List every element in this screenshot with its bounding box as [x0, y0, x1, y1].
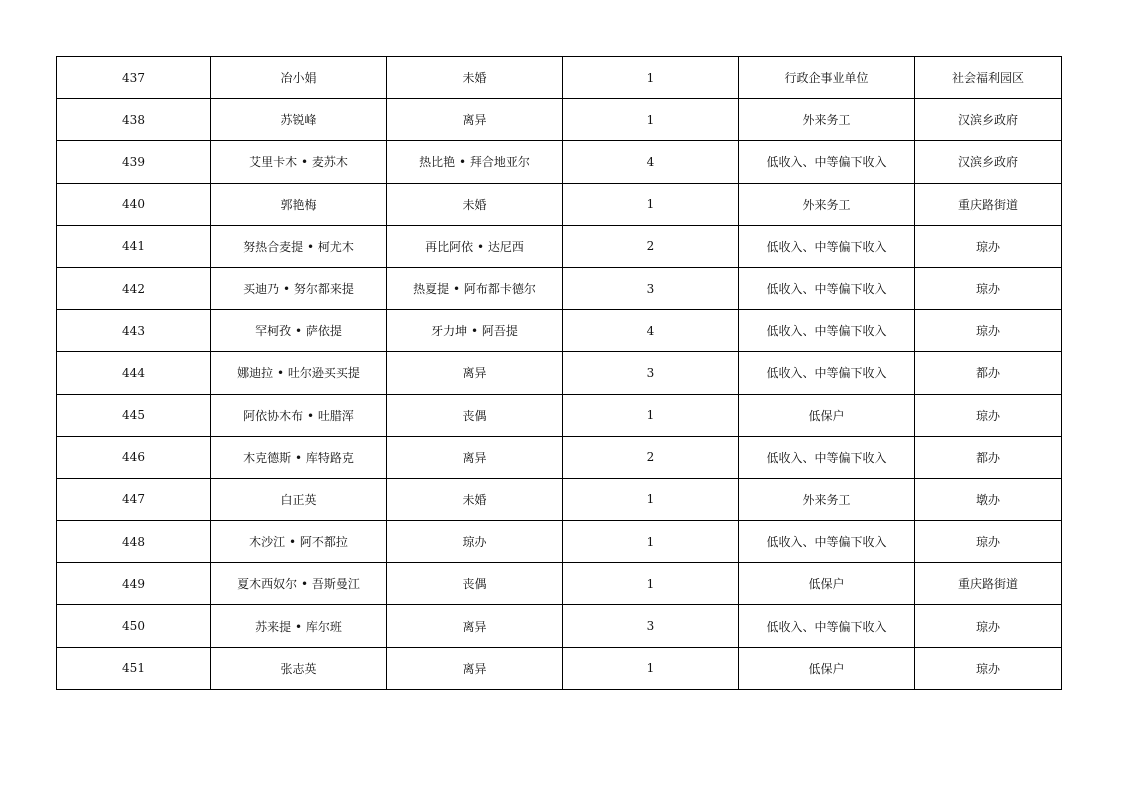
cell-applicant-name: 木沙江 • 阿不都拉: [211, 521, 387, 563]
cell-applicant-category: 低收入、中等偏下收入: [739, 225, 915, 267]
cell-household-size: 1: [563, 57, 739, 99]
cell-jurisdiction: 琼办: [915, 310, 1062, 352]
cell-applicant-category: 低收入、中等偏下收入: [739, 141, 915, 183]
cell-applicant-category: 低保户: [739, 647, 915, 689]
cell-applicant-name: 郭艳梅: [211, 183, 387, 225]
cell-applicant-name: 苏锐峰: [211, 99, 387, 141]
cell-serial-number: 440: [57, 183, 211, 225]
cell-applicant-name: 艾里卡木 • 麦苏木: [211, 141, 387, 183]
cell-household-size: 1: [563, 394, 739, 436]
table-row: [57, 267, 1062, 309]
table-row: [57, 478, 1062, 520]
cell-spouse-or-marital-status: 离异: [387, 647, 563, 689]
cell-jurisdiction: 琼办: [915, 605, 1062, 647]
cell-jurisdiction: 都办: [915, 436, 1062, 478]
cell-applicant-name: 努热合麦提 • 柯尤木: [211, 225, 387, 267]
cell-serial-number: 451: [57, 647, 211, 689]
cell-spouse-or-marital-status: 离异: [387, 436, 563, 478]
cell-spouse-or-marital-status: 再比阿依 • 达尼西: [387, 225, 563, 267]
cell-spouse-or-marital-status: 牙力坤 • 阿吾提: [387, 310, 563, 352]
table-row: [57, 394, 1062, 436]
cell-applicant-category: 低保户: [739, 394, 915, 436]
cell-spouse-or-marital-status: 离异: [387, 352, 563, 394]
table-row: [57, 521, 1062, 563]
cell-household-size: 2: [563, 225, 739, 267]
cell-applicant-name: 张志英: [211, 647, 387, 689]
table-body: [57, 57, 1062, 690]
cell-household-size: 1: [563, 99, 739, 141]
cell-jurisdiction: 重庆路街道: [915, 563, 1062, 605]
cell-serial-number: 445: [57, 394, 211, 436]
table-row: [57, 141, 1062, 183]
document-sheet: [56, 56, 1055, 690]
cell-applicant-name: 木克德斯 • 库特路克: [211, 436, 387, 478]
cell-spouse-or-marital-status: 热比艳 • 拜合地亚尔: [387, 141, 563, 183]
cell-spouse-or-marital-status: 琼办: [387, 521, 563, 563]
cell-jurisdiction: 墩办: [915, 478, 1062, 520]
cell-serial-number: 447: [57, 478, 211, 520]
cell-serial-number: 442: [57, 267, 211, 309]
table-row: [57, 605, 1062, 647]
cell-spouse-or-marital-status: 丧偶: [387, 394, 563, 436]
cell-applicant-category: 低保户: [739, 563, 915, 605]
cell-applicant-category: 低收入、中等偏下收入: [739, 310, 915, 352]
table-row: [57, 563, 1062, 605]
housing-applicant-table: [56, 56, 1062, 690]
cell-spouse-or-marital-status: 未婚: [387, 478, 563, 520]
cell-serial-number: 441: [57, 225, 211, 267]
cell-household-size: 1: [563, 647, 739, 689]
cell-spouse-or-marital-status: 未婚: [387, 57, 563, 99]
cell-serial-number: 450: [57, 605, 211, 647]
cell-household-size: 4: [563, 310, 739, 352]
cell-spouse-or-marital-status: 离异: [387, 605, 563, 647]
cell-applicant-category: 外来务工: [739, 183, 915, 225]
table-row: [57, 352, 1062, 394]
cell-household-size: 1: [563, 478, 739, 520]
cell-jurisdiction: 琼办: [915, 225, 1062, 267]
cell-serial-number: 446: [57, 436, 211, 478]
table-row: [57, 436, 1062, 478]
cell-applicant-name: 买迪乃 • 努尔都来提: [211, 267, 387, 309]
cell-applicant-name: 阿依协木布 • 吐腊浑: [211, 394, 387, 436]
cell-serial-number: 443: [57, 310, 211, 352]
cell-jurisdiction: 琼办: [915, 267, 1062, 309]
cell-applicant-name: 苏来提 • 库尔班: [211, 605, 387, 647]
cell-applicant-category: 外来务工: [739, 478, 915, 520]
cell-household-size: 1: [563, 183, 739, 225]
cell-spouse-or-marital-status: 未婚: [387, 183, 563, 225]
cell-household-size: 2: [563, 436, 739, 478]
cell-applicant-category: 低收入、中等偏下收入: [739, 436, 915, 478]
cell-jurisdiction: 社会福利园区: [915, 57, 1062, 99]
cell-jurisdiction: 琼办: [915, 521, 1062, 563]
cell-serial-number: 438: [57, 99, 211, 141]
cell-household-size: 1: [563, 521, 739, 563]
cell-applicant-name: 夏木西奴尔 • 吾斯曼江: [211, 563, 387, 605]
cell-household-size: 3: [563, 352, 739, 394]
cell-spouse-or-marital-status: 离异: [387, 99, 563, 141]
cell-jurisdiction: 汉滨乡政府: [915, 99, 1062, 141]
cell-applicant-category: 低收入、中等偏下收入: [739, 605, 915, 647]
cell-applicant-name: 白正英: [211, 478, 387, 520]
cell-jurisdiction: 琼办: [915, 394, 1062, 436]
cell-applicant-category: 低收入、中等偏下收入: [739, 267, 915, 309]
cell-jurisdiction: 重庆路街道: [915, 183, 1062, 225]
table-row: [57, 225, 1062, 267]
cell-serial-number: 439: [57, 141, 211, 183]
cell-applicant-category: 行政企事业单位: [739, 57, 915, 99]
cell-jurisdiction: 琼办: [915, 647, 1062, 689]
cell-household-size: 1: [563, 563, 739, 605]
cell-applicant-name: 冶小娟: [211, 57, 387, 99]
table-row: [57, 310, 1062, 352]
table-row: [57, 57, 1062, 99]
cell-serial-number: 444: [57, 352, 211, 394]
cell-household-size: 3: [563, 605, 739, 647]
cell-serial-number: 448: [57, 521, 211, 563]
cell-applicant-category: 外来务工: [739, 99, 915, 141]
cell-applicant-category: 低收入、中等偏下收入: [739, 521, 915, 563]
cell-serial-number: 437: [57, 57, 211, 99]
cell-spouse-or-marital-status: 热夏提 • 阿布都卡德尔: [387, 267, 563, 309]
table-row: [57, 183, 1062, 225]
cell-spouse-or-marital-status: 丧偶: [387, 563, 563, 605]
cell-household-size: 3: [563, 267, 739, 309]
cell-serial-number: 449: [57, 563, 211, 605]
cell-jurisdiction: 都办: [915, 352, 1062, 394]
cell-applicant-category: 低收入、中等偏下收入: [739, 352, 915, 394]
cell-applicant-name: 娜迪拉 • 吐尔逊买买提: [211, 352, 387, 394]
table-row: [57, 647, 1062, 689]
table-row: [57, 99, 1062, 141]
cell-applicant-name: 罕柯孜 • 萨依提: [211, 310, 387, 352]
cell-jurisdiction: 汉滨乡政府: [915, 141, 1062, 183]
cell-household-size: 4: [563, 141, 739, 183]
